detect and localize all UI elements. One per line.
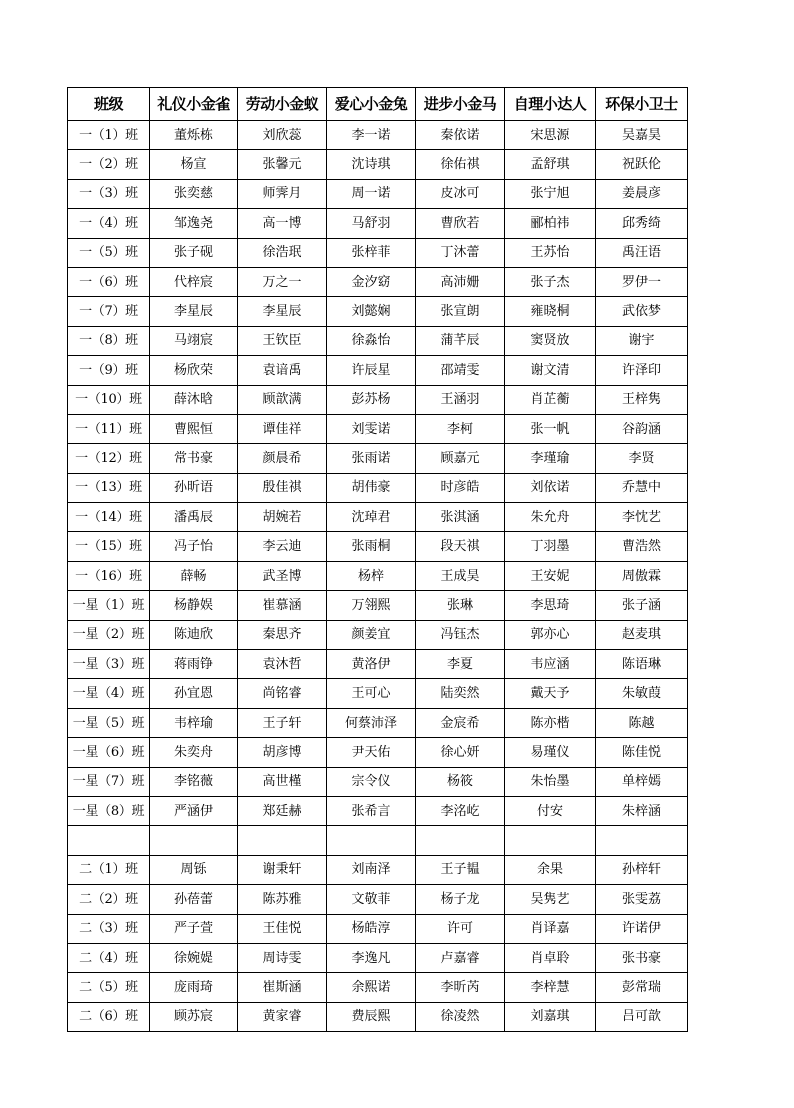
etiquette-cell: 朱奕舟	[150, 738, 238, 767]
progress-cell: 王成昊	[416, 561, 505, 590]
labor-cell: 高一博	[238, 209, 327, 238]
kindness-cell: 宗令仪	[327, 767, 416, 796]
environment-cell: 邱秀绮	[596, 209, 688, 238]
kindness-cell: 张雨桐	[327, 532, 416, 561]
labor-cell: 张馨元	[238, 150, 327, 179]
table-row	[68, 267, 688, 296]
etiquette-cell: 邹逸尧	[150, 209, 238, 238]
etiquette-cell: 周铄	[150, 855, 238, 884]
self-care-cell: 李思琦	[505, 591, 596, 620]
environment-cell: 张书豪	[596, 943, 688, 972]
table-row	[68, 444, 688, 473]
labor-cell: 秦思齐	[238, 620, 327, 649]
table-row	[68, 385, 688, 414]
class-cell: 二（1）班	[68, 855, 150, 884]
labor-cell: 黄家睿	[238, 1002, 327, 1031]
environment-cell: 李忱艺	[596, 503, 688, 532]
environment-cell: 孙梓轩	[596, 855, 688, 884]
kindness-cell: 刘雯诺	[327, 414, 416, 443]
table-row	[68, 209, 688, 238]
self-care-cell: 韦应涵	[505, 650, 596, 679]
kindness-cell: 张希言	[327, 796, 416, 825]
class-cell: 一（16）班	[68, 561, 150, 590]
etiquette-cell: 顾苏宸	[150, 1002, 238, 1031]
class-cell: 一（5）班	[68, 238, 150, 267]
etiquette-cell: 孙蓓蕾	[150, 885, 238, 914]
progress-cell: 李昕芮	[416, 973, 505, 1002]
kindness-cell: 张雨诺	[327, 444, 416, 473]
class-cell: 一星（3）班	[68, 650, 150, 679]
progress-cell: 张琳	[416, 591, 505, 620]
self-care-cell: 刘嘉琪	[505, 1002, 596, 1031]
labor-cell: 万之一	[238, 267, 327, 296]
table-row	[68, 356, 688, 385]
table-body	[68, 121, 688, 1032]
environment-cell: 谢宇	[596, 326, 688, 355]
etiquette-cell: 蒋雨铮	[150, 650, 238, 679]
class-cell: 一（1）班	[68, 121, 150, 150]
self-care-cell: 戴天予	[505, 679, 596, 708]
header-row	[68, 88, 688, 121]
kindness-cell: 黄洛伊	[327, 650, 416, 679]
labor-cell: 徐浩珉	[238, 238, 327, 267]
environment-cell: 曹浩然	[596, 532, 688, 561]
class-cell	[68, 826, 150, 855]
kindness-cell: 刘懿娴	[327, 297, 416, 326]
environment-cell: 吕可歆	[596, 1002, 688, 1031]
class-cell: 一（13）班	[68, 473, 150, 502]
class-cell: 一星（1）班	[68, 591, 150, 620]
environment-cell: 许诺伊	[596, 914, 688, 943]
class-cell: 一（12）班	[68, 444, 150, 473]
progress-cell	[416, 826, 505, 855]
self-care-cell: 肖卓聆	[505, 943, 596, 972]
etiquette-cell: 代梓宸	[150, 267, 238, 296]
table-row	[68, 885, 688, 914]
labor-cell: 高世槿	[238, 767, 327, 796]
etiquette-cell: 冯子怡	[150, 532, 238, 561]
progress-cell: 金宸希	[416, 708, 505, 737]
progress-cell: 徐心妍	[416, 738, 505, 767]
self-care-cell: 宋思源	[505, 121, 596, 150]
table-row	[68, 620, 688, 649]
environment-cell: 陈语琳	[596, 650, 688, 679]
table-row	[68, 473, 688, 502]
table-row	[68, 503, 688, 532]
environment-cell: 禹汪语	[596, 238, 688, 267]
labor-cell: 顾歆满	[238, 385, 327, 414]
kindness-cell: 胡伟豪	[327, 473, 416, 502]
etiquette-cell: 马翊宸	[150, 326, 238, 355]
labor-cell: 胡彦博	[238, 738, 327, 767]
class-cell: 一（14）班	[68, 503, 150, 532]
labor-cell: 师霁月	[238, 179, 327, 208]
environment-cell: 张子涵	[596, 591, 688, 620]
table-row	[68, 738, 688, 767]
self-care-cell: 王苏怡	[505, 238, 596, 267]
labor-cell: 王子轩	[238, 708, 327, 737]
kindness-cell: 杨梓	[327, 561, 416, 590]
progress-cell: 蒲芊辰	[416, 326, 505, 355]
labor-cell: 武圣博	[238, 561, 327, 590]
etiquette-cell: 孙宜恩	[150, 679, 238, 708]
labor-cell: 袁谙禹	[238, 356, 327, 385]
etiquette-cell: 徐婉媞	[150, 943, 238, 972]
progress-cell: 王涵羽	[416, 385, 505, 414]
self-care-cell: 谢文清	[505, 356, 596, 385]
etiquette-cell: 薛畅	[150, 561, 238, 590]
header-kindness: 爱心小金兔	[327, 88, 416, 121]
class-cell: 二（5）班	[68, 973, 150, 1002]
progress-cell: 曹欣若	[416, 209, 505, 238]
progress-cell: 徐佑祺	[416, 150, 505, 179]
progress-cell: 李夏	[416, 650, 505, 679]
class-cell: 一（4）班	[68, 209, 150, 238]
kindness-cell: 许辰星	[327, 356, 416, 385]
self-care-cell: 孟舒琪	[505, 150, 596, 179]
class-cell: 一（6）班	[68, 267, 150, 296]
class-cell: 一（8）班	[68, 326, 150, 355]
etiquette-cell	[150, 826, 238, 855]
table-row	[68, 179, 688, 208]
environment-cell: 吴嘉昊	[596, 121, 688, 150]
table-row	[68, 1002, 688, 1031]
progress-cell: 顾嘉元	[416, 444, 505, 473]
environment-cell: 王梓隽	[596, 385, 688, 414]
environment-cell: 周傲霖	[596, 561, 688, 590]
kindness-cell: 金汐窈	[327, 267, 416, 296]
kindness-cell: 余熙诺	[327, 973, 416, 1002]
progress-cell: 张宣朗	[416, 297, 505, 326]
etiquette-cell: 庞雨琦	[150, 973, 238, 1002]
labor-cell: 胡婉若	[238, 503, 327, 532]
kindness-cell: 沈诗琪	[327, 150, 416, 179]
labor-cell: 崔慕涵	[238, 591, 327, 620]
labor-cell	[238, 826, 327, 855]
award-table	[67, 87, 688, 1032]
class-cell: 一（11）班	[68, 414, 150, 443]
environment-cell: 单梓嫣	[596, 767, 688, 796]
self-care-cell: 郦柏祎	[505, 209, 596, 238]
kindness-cell: 颜姜宜	[327, 620, 416, 649]
self-care-cell: 郭亦心	[505, 620, 596, 649]
environment-cell: 武依梦	[596, 297, 688, 326]
labor-cell: 尚铭睿	[238, 679, 327, 708]
self-care-cell: 吴隽艺	[505, 885, 596, 914]
self-care-cell: 李梓慧	[505, 973, 596, 1002]
environment-cell: 朱梓涵	[596, 796, 688, 825]
self-care-cell: 肖译嘉	[505, 914, 596, 943]
environment-cell: 谷韵涵	[596, 414, 688, 443]
table-row	[68, 679, 688, 708]
labor-cell: 殷佳祺	[238, 473, 327, 502]
environment-cell: 朱敏葭	[596, 679, 688, 708]
self-care-cell	[505, 826, 596, 855]
progress-cell: 徐凌然	[416, 1002, 505, 1031]
progress-cell: 许可	[416, 914, 505, 943]
kindness-cell: 费辰熙	[327, 1002, 416, 1031]
class-cell: 一（3）班	[68, 179, 150, 208]
table-row	[68, 150, 688, 179]
class-cell: 一（2）班	[68, 150, 150, 179]
labor-cell: 谢秉轩	[238, 855, 327, 884]
class-cell: 一星（6）班	[68, 738, 150, 767]
etiquette-cell: 杨欣荣	[150, 356, 238, 385]
labor-cell: 王钦臣	[238, 326, 327, 355]
self-care-cell: 付安	[505, 796, 596, 825]
class-cell: 一星（5）班	[68, 708, 150, 737]
labor-cell: 崔斯涵	[238, 973, 327, 1002]
progress-cell: 邵靖雯	[416, 356, 505, 385]
self-care-cell: 陈亦楷	[505, 708, 596, 737]
table-row	[68, 414, 688, 443]
etiquette-cell: 严子萱	[150, 914, 238, 943]
etiquette-cell: 李铭薇	[150, 767, 238, 796]
table-row	[68, 650, 688, 679]
kindness-cell: 周一诺	[327, 179, 416, 208]
table-row	[68, 708, 688, 737]
environment-cell: 陈越	[596, 708, 688, 737]
header-labor: 劳动小金蚁	[238, 88, 327, 121]
progress-cell: 丁沐蕾	[416, 238, 505, 267]
kindness-cell: 尹天佑	[327, 738, 416, 767]
table-row	[68, 591, 688, 620]
class-cell: 一星（8）班	[68, 796, 150, 825]
etiquette-cell: 孙昕语	[150, 473, 238, 502]
self-care-cell: 易瑾仪	[505, 738, 596, 767]
etiquette-cell: 杨宣	[150, 150, 238, 179]
class-cell: 一（7）班	[68, 297, 150, 326]
labor-cell: 陈苏雅	[238, 885, 327, 914]
labor-cell: 谭佳祥	[238, 414, 327, 443]
class-cell: 一星（7）班	[68, 767, 150, 796]
table-row	[68, 532, 688, 561]
self-care-cell: 肖芷蘅	[505, 385, 596, 414]
table-row	[68, 297, 688, 326]
self-care-cell: 张一帆	[505, 414, 596, 443]
progress-cell: 高沛姗	[416, 267, 505, 296]
environment-cell: 许泽印	[596, 356, 688, 385]
progress-cell: 秦依诺	[416, 121, 505, 150]
class-cell: 二（6）班	[68, 1002, 150, 1031]
etiquette-cell: 曹熙恒	[150, 414, 238, 443]
environment-cell: 赵麦琪	[596, 620, 688, 649]
self-care-cell: 朱怡墨	[505, 767, 596, 796]
etiquette-cell: 李星辰	[150, 297, 238, 326]
progress-cell: 杨子龙	[416, 885, 505, 914]
progress-cell: 段天祺	[416, 532, 505, 561]
labor-cell: 周诗雯	[238, 943, 327, 972]
kindness-cell: 王可心	[327, 679, 416, 708]
class-cell: 一（10）班	[68, 385, 150, 414]
labor-cell: 王佳悦	[238, 914, 327, 943]
self-care-cell: 朱允舟	[505, 503, 596, 532]
environment-cell: 陈佳悦	[596, 738, 688, 767]
environment-cell: 李贤	[596, 444, 688, 473]
self-care-cell: 雍晓桐	[505, 297, 596, 326]
self-care-cell: 张子杰	[505, 267, 596, 296]
header-environment: 环保小卫士	[596, 88, 688, 121]
progress-cell: 王子韫	[416, 855, 505, 884]
environment-cell: 张雯荔	[596, 885, 688, 914]
table-row	[68, 973, 688, 1002]
class-cell: 二（4）班	[68, 943, 150, 972]
labor-cell: 郑廷赫	[238, 796, 327, 825]
environment-cell: 姜晨彦	[596, 179, 688, 208]
class-cell: 一（15）班	[68, 532, 150, 561]
kindness-cell: 沈琸君	[327, 503, 416, 532]
etiquette-cell: 张奕慈	[150, 179, 238, 208]
labor-cell: 袁沐哲	[238, 650, 327, 679]
etiquette-cell: 严涵伊	[150, 796, 238, 825]
progress-cell: 陆奕然	[416, 679, 505, 708]
table-row	[68, 855, 688, 884]
labor-cell: 李云迪	[238, 532, 327, 561]
etiquette-cell: 韦梓瑜	[150, 708, 238, 737]
etiquette-cell: 董烁栋	[150, 121, 238, 150]
self-care-cell: 丁羽墨	[505, 532, 596, 561]
progress-cell: 杨筱	[416, 767, 505, 796]
kindness-cell: 万翎熙	[327, 591, 416, 620]
table-row	[68, 238, 688, 267]
environment-cell: 彭常瑞	[596, 973, 688, 1002]
kindness-cell: 李逸凡	[327, 943, 416, 972]
table-row	[68, 767, 688, 796]
kindness-cell: 李一诺	[327, 121, 416, 150]
kindness-cell: 徐淼怡	[327, 326, 416, 355]
progress-cell: 时彦皓	[416, 473, 505, 502]
labor-cell: 颜晨希	[238, 444, 327, 473]
labor-cell: 刘欣蕊	[238, 121, 327, 150]
etiquette-cell: 陈迪欣	[150, 620, 238, 649]
kindness-cell: 马舒羽	[327, 209, 416, 238]
header-progress: 进步小金马	[416, 88, 505, 121]
self-care-cell: 李瑾瑜	[505, 444, 596, 473]
etiquette-cell: 杨静娱	[150, 591, 238, 620]
self-care-cell: 刘依诺	[505, 473, 596, 502]
kindness-cell: 张梓菲	[327, 238, 416, 267]
self-care-cell: 余果	[505, 855, 596, 884]
table-row	[68, 914, 688, 943]
class-cell: 一星（4）班	[68, 679, 150, 708]
progress-cell: 皮冰可	[416, 179, 505, 208]
table-row	[68, 561, 688, 590]
progress-cell: 张淇涵	[416, 503, 505, 532]
kindness-cell: 刘南泽	[327, 855, 416, 884]
environment-cell	[596, 826, 688, 855]
header-self-care: 自理小达人	[505, 88, 596, 121]
etiquette-cell: 薛沐晗	[150, 385, 238, 414]
environment-cell: 乔慧中	[596, 473, 688, 502]
kindness-cell	[327, 826, 416, 855]
etiquette-cell: 张子砚	[150, 238, 238, 267]
etiquette-cell: 常书豪	[150, 444, 238, 473]
class-cell: 二（3）班	[68, 914, 150, 943]
table-row	[68, 943, 688, 972]
kindness-cell: 杨皓淳	[327, 914, 416, 943]
environment-cell: 罗伊一	[596, 267, 688, 296]
header-class: 班级	[68, 88, 150, 121]
progress-cell: 卢嘉睿	[416, 943, 505, 972]
kindness-cell: 文敬菲	[327, 885, 416, 914]
progress-cell: 李柯	[416, 414, 505, 443]
environment-cell: 祝跃伦	[596, 150, 688, 179]
self-care-cell: 窦贤放	[505, 326, 596, 355]
table-row	[68, 326, 688, 355]
table-row	[68, 796, 688, 825]
header-etiquette: 礼仪小金雀	[150, 88, 238, 121]
etiquette-cell: 潘禹辰	[150, 503, 238, 532]
class-cell: 二（2）班	[68, 885, 150, 914]
table-row	[68, 826, 688, 855]
kindness-cell: 何蔡沛泽	[327, 708, 416, 737]
table-row	[68, 121, 688, 150]
class-cell: 一星（2）班	[68, 620, 150, 649]
class-cell: 一（9）班	[68, 356, 150, 385]
progress-cell: 冯钰杰	[416, 620, 505, 649]
progress-cell: 李洺屹	[416, 796, 505, 825]
self-care-cell: 张宁旭	[505, 179, 596, 208]
kindness-cell: 彭苏杨	[327, 385, 416, 414]
labor-cell: 李星辰	[238, 297, 327, 326]
self-care-cell: 王安妮	[505, 561, 596, 590]
